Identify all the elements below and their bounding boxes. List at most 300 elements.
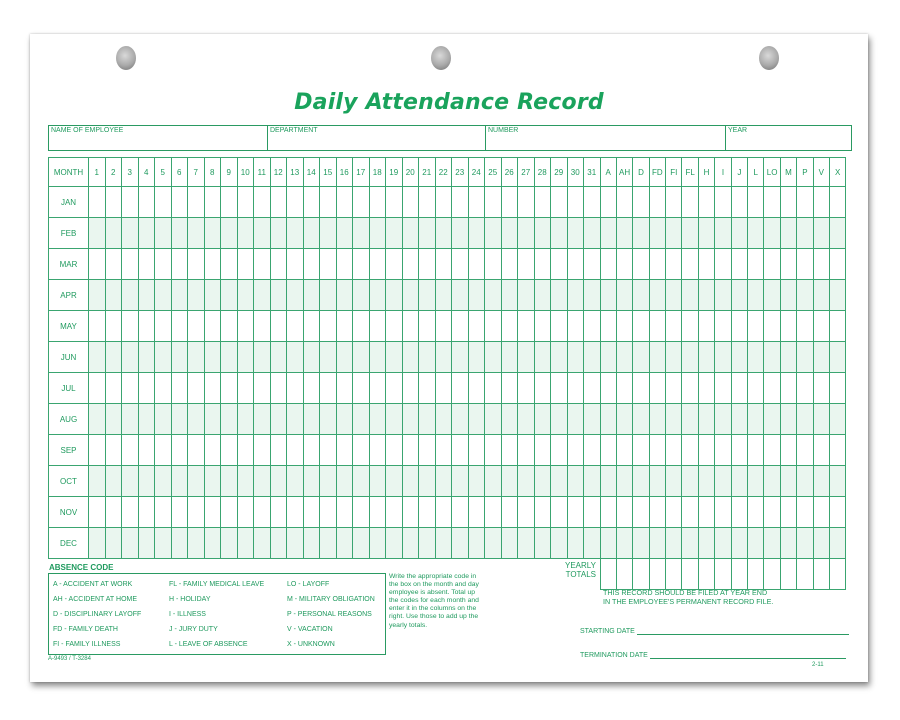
- monthly-total-cell[interactable]: [829, 311, 845, 342]
- day-cell[interactable]: [353, 466, 370, 497]
- day-cell[interactable]: [320, 528, 337, 559]
- day-cell[interactable]: [584, 187, 601, 218]
- day-cell[interactable]: [402, 280, 419, 311]
- day-cell[interactable]: [501, 528, 518, 559]
- day-cell[interactable]: [452, 528, 469, 559]
- day-cell[interactable]: [89, 497, 106, 528]
- day-cell[interactable]: [188, 435, 205, 466]
- monthly-total-cell[interactable]: [600, 466, 616, 497]
- day-cell[interactable]: [122, 187, 139, 218]
- monthly-total-cell[interactable]: [764, 373, 780, 404]
- monthly-total-cell[interactable]: [813, 435, 829, 466]
- monthly-total-cell[interactable]: [698, 404, 714, 435]
- day-cell[interactable]: [138, 218, 155, 249]
- monthly-total-cell[interactable]: [649, 342, 665, 373]
- monthly-total-cell[interactable]: [715, 311, 731, 342]
- day-cell[interactable]: [237, 342, 254, 373]
- day-cell[interactable]: [435, 187, 452, 218]
- day-cell[interactable]: [303, 311, 320, 342]
- day-cell[interactable]: [188, 311, 205, 342]
- day-cell[interactable]: [369, 187, 386, 218]
- monthly-total-cell[interactable]: [616, 218, 632, 249]
- yearly-total-cell[interactable]: [698, 559, 714, 590]
- day-cell[interactable]: [89, 373, 106, 404]
- day-cell[interactable]: [452, 249, 469, 280]
- day-cell[interactable]: [534, 373, 551, 404]
- monthly-total-cell[interactable]: [698, 497, 714, 528]
- monthly-total-cell[interactable]: [780, 249, 796, 280]
- day-cell[interactable]: [122, 249, 139, 280]
- monthly-total-cell[interactable]: [780, 466, 796, 497]
- monthly-total-cell[interactable]: [616, 528, 632, 559]
- monthly-total-cell[interactable]: [633, 311, 649, 342]
- monthly-total-cell[interactable]: [813, 280, 829, 311]
- day-cell[interactable]: [584, 373, 601, 404]
- yearly-total-cell[interactable]: [780, 559, 796, 590]
- day-cell[interactable]: [221, 466, 238, 497]
- starting-date-field[interactable]: [580, 628, 849, 635]
- day-cell[interactable]: [138, 373, 155, 404]
- monthly-total-cell[interactable]: [616, 280, 632, 311]
- day-cell[interactable]: [237, 187, 254, 218]
- day-cell[interactable]: [303, 528, 320, 559]
- day-cell[interactable]: [369, 466, 386, 497]
- day-cell[interactable]: [501, 311, 518, 342]
- day-cell[interactable]: [534, 528, 551, 559]
- monthly-total-cell[interactable]: [616, 497, 632, 528]
- monthly-total-cell[interactable]: [748, 342, 764, 373]
- monthly-total-cell[interactable]: [797, 187, 813, 218]
- day-cell[interactable]: [584, 435, 601, 466]
- monthly-total-cell[interactable]: [813, 373, 829, 404]
- day-cell[interactable]: [270, 342, 287, 373]
- day-cell[interactable]: [468, 280, 485, 311]
- day-cell[interactable]: [567, 311, 584, 342]
- monthly-total-cell[interactable]: [649, 466, 665, 497]
- monthly-total-cell[interactable]: [698, 342, 714, 373]
- monthly-total-cell[interactable]: [666, 466, 682, 497]
- day-cell[interactable]: [353, 342, 370, 373]
- monthly-total-cell[interactable]: [649, 249, 665, 280]
- day-cell[interactable]: [204, 249, 221, 280]
- day-cell[interactable]: [105, 497, 122, 528]
- monthly-total-cell[interactable]: [715, 249, 731, 280]
- day-cell[interactable]: [435, 280, 452, 311]
- day-cell[interactable]: [518, 497, 535, 528]
- day-cell[interactable]: [221, 280, 238, 311]
- day-cell[interactable]: [237, 404, 254, 435]
- day-cell[interactable]: [270, 249, 287, 280]
- monthly-total-cell[interactable]: [780, 342, 796, 373]
- day-cell[interactable]: [369, 497, 386, 528]
- day-cell[interactable]: [303, 404, 320, 435]
- day-cell[interactable]: [534, 249, 551, 280]
- monthly-total-cell[interactable]: [715, 404, 731, 435]
- day-cell[interactable]: [155, 497, 172, 528]
- day-cell[interactable]: [237, 528, 254, 559]
- day-cell[interactable]: [435, 528, 452, 559]
- day-cell[interactable]: [287, 249, 304, 280]
- yearly-total-cell[interactable]: [813, 559, 829, 590]
- day-cell[interactable]: [518, 187, 535, 218]
- day-cell[interactable]: [551, 373, 568, 404]
- day-cell[interactable]: [89, 528, 106, 559]
- yearly-total-cell[interactable]: [748, 559, 764, 590]
- day-cell[interactable]: [105, 311, 122, 342]
- name-of-employee-field[interactable]: [49, 126, 268, 150]
- day-cell[interactable]: [237, 311, 254, 342]
- day-cell[interactable]: [402, 497, 419, 528]
- year-field[interactable]: [726, 126, 851, 150]
- day-cell[interactable]: [353, 249, 370, 280]
- monthly-total-cell[interactable]: [649, 218, 665, 249]
- day-cell[interactable]: [501, 373, 518, 404]
- day-cell[interactable]: [435, 311, 452, 342]
- day-cell[interactable]: [138, 435, 155, 466]
- monthly-total-cell[interactable]: [748, 528, 764, 559]
- day-cell[interactable]: [270, 311, 287, 342]
- monthly-total-cell[interactable]: [616, 373, 632, 404]
- day-cell[interactable]: [171, 280, 188, 311]
- monthly-total-cell[interactable]: [731, 404, 747, 435]
- monthly-total-cell[interactable]: [698, 435, 714, 466]
- day-cell[interactable]: [303, 497, 320, 528]
- day-cell[interactable]: [303, 342, 320, 373]
- monthly-total-cell[interactable]: [633, 373, 649, 404]
- monthly-total-cell[interactable]: [616, 435, 632, 466]
- day-cell[interactable]: [270, 404, 287, 435]
- day-cell[interactable]: [155, 435, 172, 466]
- monthly-total-cell[interactable]: [666, 435, 682, 466]
- day-cell[interactable]: [270, 435, 287, 466]
- monthly-total-cell[interactable]: [666, 218, 682, 249]
- monthly-total-cell[interactable]: [764, 528, 780, 559]
- monthly-total-cell[interactable]: [682, 466, 698, 497]
- monthly-total-cell[interactable]: [600, 342, 616, 373]
- day-cell[interactable]: [204, 311, 221, 342]
- day-cell[interactable]: [237, 373, 254, 404]
- day-cell[interactable]: [171, 435, 188, 466]
- monthly-total-cell[interactable]: [797, 280, 813, 311]
- day-cell[interactable]: [122, 342, 139, 373]
- monthly-total-cell[interactable]: [797, 342, 813, 373]
- day-cell[interactable]: [237, 466, 254, 497]
- day-cell[interactable]: [386, 373, 403, 404]
- day-cell[interactable]: [567, 342, 584, 373]
- day-cell[interactable]: [204, 528, 221, 559]
- monthly-total-cell[interactable]: [715, 466, 731, 497]
- day-cell[interactable]: [320, 435, 337, 466]
- day-cell[interactable]: [551, 528, 568, 559]
- monthly-total-cell[interactable]: [731, 528, 747, 559]
- day-cell[interactable]: [402, 218, 419, 249]
- day-cell[interactable]: [567, 404, 584, 435]
- day-cell[interactable]: [204, 435, 221, 466]
- day-cell[interactable]: [221, 218, 238, 249]
- day-cell[interactable]: [303, 373, 320, 404]
- day-cell[interactable]: [89, 466, 106, 497]
- day-cell[interactable]: [254, 218, 271, 249]
- day-cell[interactable]: [138, 528, 155, 559]
- monthly-total-cell[interactable]: [764, 497, 780, 528]
- day-cell[interactable]: [501, 404, 518, 435]
- monthly-total-cell[interactable]: [666, 497, 682, 528]
- monthly-total-cell[interactable]: [666, 528, 682, 559]
- monthly-total-cell[interactable]: [682, 311, 698, 342]
- monthly-total-cell[interactable]: [829, 249, 845, 280]
- monthly-total-cell[interactable]: [633, 404, 649, 435]
- monthly-total-cell[interactable]: [633, 249, 649, 280]
- monthly-total-cell[interactable]: [813, 404, 829, 435]
- day-cell[interactable]: [567, 187, 584, 218]
- monthly-total-cell[interactable]: [748, 280, 764, 311]
- monthly-total-cell[interactable]: [764, 342, 780, 373]
- day-cell[interactable]: [221, 497, 238, 528]
- monthly-total-cell[interactable]: [600, 435, 616, 466]
- yearly-total-cell[interactable]: [682, 559, 698, 590]
- day-cell[interactable]: [518, 466, 535, 497]
- day-cell[interactable]: [485, 218, 502, 249]
- day-cell[interactable]: [303, 187, 320, 218]
- monthly-total-cell[interactable]: [731, 311, 747, 342]
- day-cell[interactable]: [567, 249, 584, 280]
- day-cell[interactable]: [89, 404, 106, 435]
- day-cell[interactable]: [122, 218, 139, 249]
- day-cell[interactable]: [501, 218, 518, 249]
- day-cell[interactable]: [303, 218, 320, 249]
- day-cell[interactable]: [386, 342, 403, 373]
- monthly-total-cell[interactable]: [780, 528, 796, 559]
- day-cell[interactable]: [138, 187, 155, 218]
- day-cell[interactable]: [501, 497, 518, 528]
- monthly-total-cell[interactable]: [682, 187, 698, 218]
- yearly-total-cell[interactable]: [649, 559, 665, 590]
- day-cell[interactable]: [452, 435, 469, 466]
- monthly-total-cell[interactable]: [715, 342, 731, 373]
- day-cell[interactable]: [171, 249, 188, 280]
- monthly-total-cell[interactable]: [666, 187, 682, 218]
- monthly-total-cell[interactable]: [666, 342, 682, 373]
- monthly-total-cell[interactable]: [649, 280, 665, 311]
- day-cell[interactable]: [254, 435, 271, 466]
- day-cell[interactable]: [369, 528, 386, 559]
- monthly-total-cell[interactable]: [780, 373, 796, 404]
- day-cell[interactable]: [254, 249, 271, 280]
- day-cell[interactable]: [419, 528, 436, 559]
- day-cell[interactable]: [287, 435, 304, 466]
- monthly-total-cell[interactable]: [715, 187, 731, 218]
- day-cell[interactable]: [468, 528, 485, 559]
- day-cell[interactable]: [534, 404, 551, 435]
- day-cell[interactable]: [204, 373, 221, 404]
- day-cell[interactable]: [138, 249, 155, 280]
- day-cell[interactable]: [419, 249, 436, 280]
- yearly-total-cell[interactable]: [616, 559, 632, 590]
- day-cell[interactable]: [188, 497, 205, 528]
- day-cell[interactable]: [171, 466, 188, 497]
- day-cell[interactable]: [452, 373, 469, 404]
- monthly-total-cell[interactable]: [682, 373, 698, 404]
- monthly-total-cell[interactable]: [829, 280, 845, 311]
- day-cell[interactable]: [501, 187, 518, 218]
- day-cell[interactable]: [353, 404, 370, 435]
- day-cell[interactable]: [105, 435, 122, 466]
- day-cell[interactable]: [386, 249, 403, 280]
- day-cell[interactable]: [188, 373, 205, 404]
- day-cell[interactable]: [369, 404, 386, 435]
- day-cell[interactable]: [419, 435, 436, 466]
- monthly-total-cell[interactable]: [682, 280, 698, 311]
- monthly-total-cell[interactable]: [797, 497, 813, 528]
- day-cell[interactable]: [369, 342, 386, 373]
- day-cell[interactable]: [551, 342, 568, 373]
- monthly-total-cell[interactable]: [600, 528, 616, 559]
- day-cell[interactable]: [320, 249, 337, 280]
- monthly-total-cell[interactable]: [829, 187, 845, 218]
- monthly-total-cell[interactable]: [829, 497, 845, 528]
- day-cell[interactable]: [584, 342, 601, 373]
- day-cell[interactable]: [386, 404, 403, 435]
- monthly-total-cell[interactable]: [649, 528, 665, 559]
- monthly-total-cell[interactable]: [682, 528, 698, 559]
- monthly-total-cell[interactable]: [748, 497, 764, 528]
- monthly-total-cell[interactable]: [682, 249, 698, 280]
- day-cell[interactable]: [534, 497, 551, 528]
- day-cell[interactable]: [320, 404, 337, 435]
- day-cell[interactable]: [551, 497, 568, 528]
- day-cell[interactable]: [386, 528, 403, 559]
- day-cell[interactable]: [188, 404, 205, 435]
- monthly-total-cell[interactable]: [780, 497, 796, 528]
- day-cell[interactable]: [287, 342, 304, 373]
- day-cell[interactable]: [254, 497, 271, 528]
- monthly-total-cell[interactable]: [649, 311, 665, 342]
- day-cell[interactable]: [468, 311, 485, 342]
- monthly-total-cell[interactable]: [616, 187, 632, 218]
- day-cell[interactable]: [353, 280, 370, 311]
- monthly-total-cell[interactable]: [633, 466, 649, 497]
- monthly-total-cell[interactable]: [715, 528, 731, 559]
- day-cell[interactable]: [155, 280, 172, 311]
- monthly-total-cell[interactable]: [813, 187, 829, 218]
- day-cell[interactable]: [551, 187, 568, 218]
- monthly-total-cell[interactable]: [764, 280, 780, 311]
- monthly-total-cell[interactable]: [682, 218, 698, 249]
- day-cell[interactable]: [221, 373, 238, 404]
- day-cell[interactable]: [188, 218, 205, 249]
- day-cell[interactable]: [452, 218, 469, 249]
- day-cell[interactable]: [155, 466, 172, 497]
- day-cell[interactable]: [584, 218, 601, 249]
- department-field[interactable]: [268, 126, 486, 150]
- monthly-total-cell[interactable]: [633, 342, 649, 373]
- day-cell[interactable]: [551, 404, 568, 435]
- termination-date-line[interactable]: [650, 658, 846, 659]
- day-cell[interactable]: [435, 466, 452, 497]
- day-cell[interactable]: [270, 187, 287, 218]
- day-cell[interactable]: [551, 249, 568, 280]
- day-cell[interactable]: [221, 311, 238, 342]
- monthly-total-cell[interactable]: [731, 497, 747, 528]
- day-cell[interactable]: [188, 280, 205, 311]
- day-cell[interactable]: [254, 528, 271, 559]
- day-cell[interactable]: [369, 373, 386, 404]
- day-cell[interactable]: [303, 435, 320, 466]
- day-cell[interactable]: [369, 218, 386, 249]
- day-cell[interactable]: [270, 528, 287, 559]
- day-cell[interactable]: [551, 218, 568, 249]
- day-cell[interactable]: [468, 342, 485, 373]
- day-cell[interactable]: [188, 249, 205, 280]
- day-cell[interactable]: [320, 280, 337, 311]
- day-cell[interactable]: [204, 404, 221, 435]
- day-cell[interactable]: [468, 466, 485, 497]
- day-cell[interactable]: [452, 497, 469, 528]
- day-cell[interactable]: [386, 497, 403, 528]
- day-cell[interactable]: [584, 404, 601, 435]
- monthly-total-cell[interactable]: [698, 187, 714, 218]
- day-cell[interactable]: [567, 373, 584, 404]
- day-cell[interactable]: [237, 435, 254, 466]
- monthly-total-cell[interactable]: [600, 311, 616, 342]
- day-cell[interactable]: [435, 218, 452, 249]
- monthly-total-cell[interactable]: [813, 497, 829, 528]
- day-cell[interactable]: [122, 280, 139, 311]
- day-cell[interactable]: [419, 342, 436, 373]
- day-cell[interactable]: [237, 249, 254, 280]
- day-cell[interactable]: [353, 528, 370, 559]
- monthly-total-cell[interactable]: [616, 311, 632, 342]
- monthly-total-cell[interactable]: [616, 249, 632, 280]
- monthly-total-cell[interactable]: [780, 187, 796, 218]
- monthly-total-cell[interactable]: [682, 435, 698, 466]
- day-cell[interactable]: [336, 218, 353, 249]
- monthly-total-cell[interactable]: [600, 280, 616, 311]
- monthly-total-cell[interactable]: [698, 466, 714, 497]
- day-cell[interactable]: [435, 373, 452, 404]
- monthly-total-cell[interactable]: [731, 218, 747, 249]
- monthly-total-cell[interactable]: [649, 187, 665, 218]
- day-cell[interactable]: [501, 342, 518, 373]
- monthly-total-cell[interactable]: [633, 218, 649, 249]
- day-cell[interactable]: [155, 218, 172, 249]
- day-cell[interactable]: [518, 311, 535, 342]
- day-cell[interactable]: [122, 466, 139, 497]
- monthly-total-cell[interactable]: [797, 466, 813, 497]
- monthly-total-cell[interactable]: [780, 218, 796, 249]
- monthly-total-cell[interactable]: [715, 218, 731, 249]
- day-cell[interactable]: [584, 497, 601, 528]
- day-cell[interactable]: [105, 404, 122, 435]
- day-cell[interactable]: [336, 311, 353, 342]
- day-cell[interactable]: [402, 466, 419, 497]
- day-cell[interactable]: [419, 218, 436, 249]
- day-cell[interactable]: [402, 435, 419, 466]
- day-cell[interactable]: [584, 466, 601, 497]
- day-cell[interactable]: [204, 218, 221, 249]
- day-cell[interactable]: [501, 249, 518, 280]
- day-cell[interactable]: [567, 435, 584, 466]
- monthly-total-cell[interactable]: [698, 311, 714, 342]
- monthly-total-cell[interactable]: [698, 249, 714, 280]
- day-cell[interactable]: [336, 528, 353, 559]
- day-cell[interactable]: [551, 435, 568, 466]
- day-cell[interactable]: [386, 435, 403, 466]
- day-cell[interactable]: [336, 466, 353, 497]
- day-cell[interactable]: [188, 342, 205, 373]
- day-cell[interactable]: [89, 311, 106, 342]
- day-cell[interactable]: [485, 187, 502, 218]
